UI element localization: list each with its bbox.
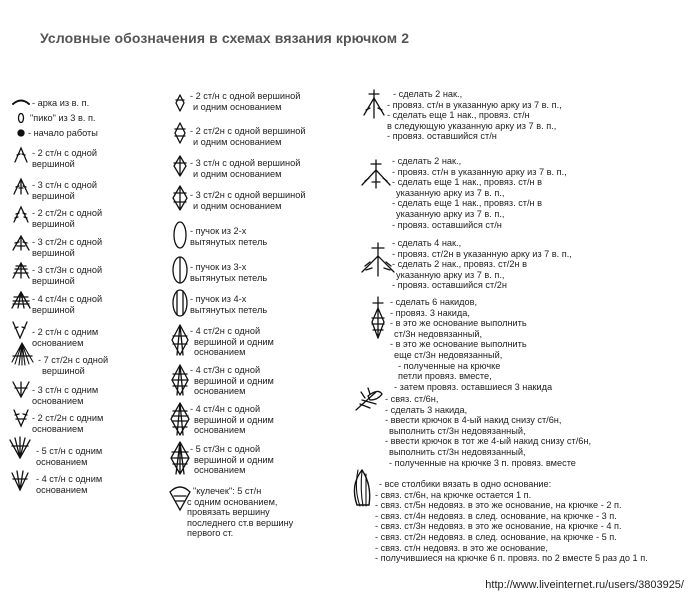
line: - провяз. оставшийся ст/н — [387, 131, 497, 142]
line: - связ. ст/3н недовяз. в это же основание, на крючке - 4 п. — [375, 521, 622, 532]
line: указанную арку из 7 в. п., — [396, 187, 505, 198]
seven-tr-top-icon — [12, 343, 33, 365]
legend-col3-item — [390, 297, 552, 392]
line: с одним основанием, — [187, 496, 278, 507]
legend-col2-item — [190, 404, 274, 436]
line: - сделать еще 1 нак., провяз. ст/н — [387, 110, 530, 121]
puff-three-icon — [173, 257, 187, 283]
legend-col1-item — [32, 98, 89, 109]
three-tr-top-icon — [13, 236, 29, 250]
line: вершиной и одним — [194, 336, 274, 347]
four-dc-base-icon — [12, 471, 28, 490]
line: основанием — [194, 386, 246, 397]
legend-col2-item — [190, 365, 274, 397]
legend-col1-item — [32, 327, 98, 348]
line: петли провяз. вместе, — [398, 371, 492, 382]
line: - провяз. ст/н в указанную арку из 7 в. п., — [387, 99, 562, 110]
line: вершиной и одним — [194, 375, 274, 386]
four-dtr-top-base-icon — [172, 365, 188, 395]
four-tr-top-base-icon — [172, 325, 188, 355]
line: основанием — [36, 484, 88, 495]
legend-col2-item — [190, 226, 267, 247]
picot-icon — [19, 114, 24, 123]
legend-col3-item — [392, 238, 572, 291]
line: - сделать еще 1 нак., провяз. ст/н в — [392, 198, 543, 209]
legend-col1-item — [32, 385, 98, 406]
cluster-three-icon-b — [362, 160, 390, 188]
line: вершиной — [32, 158, 75, 169]
legend-col1-item — [32, 237, 102, 258]
line: "пико" из 3 в. п. — [30, 113, 96, 123]
two-tr-base-icon — [14, 410, 28, 426]
line: - полученные на крючке — [398, 360, 501, 371]
four-trtr-top-base-icon — [171, 403, 189, 435]
line: - связ. ст/4н недовяз. в след. основание, на крючке - 3 п. — [375, 510, 617, 521]
legend-col3-item — [375, 479, 648, 564]
line: - связ. ст/5н недовяз. в это же основание, на крючке - 2 п. — [375, 500, 622, 511]
legend-col2-item — [190, 190, 305, 211]
line: - 3 ст/2н с одной вершиной — [190, 190, 306, 200]
cluster-dtr-icon — [372, 297, 384, 338]
line: вытянутых петель — [190, 304, 268, 315]
line: - ввести крючок в 4-ый накид снизу ст/6н, — [385, 415, 562, 426]
line: основанием — [32, 395, 84, 406]
line: - 4 ст/3н с одной — [190, 365, 261, 375]
line: - арка из в. п. — [32, 98, 90, 108]
line: основанием — [32, 337, 84, 348]
line: - 4 ст/2н с одной — [190, 326, 261, 336]
legend-col2-item — [190, 326, 274, 358]
line: - 3 ст/3н с одной — [32, 265, 103, 275]
line: - 4 ст/4н с одной — [190, 404, 261, 414]
arch-icon — [13, 101, 29, 105]
line: вытянутых петель — [190, 272, 268, 283]
two-tr-top-icon — [14, 207, 28, 222]
line: ст/3н недовязанный, — [394, 328, 483, 339]
line: основанием — [194, 347, 246, 358]
line: первого ст. — [187, 528, 234, 539]
line: - связ. ст/2н недовяз. в след. основание, на крючке - 5 п. — [375, 531, 617, 542]
line: - провяз. оставшийся ст/2н — [392, 280, 507, 291]
legend-col1-item — [30, 113, 96, 124]
line: основанием — [194, 465, 246, 476]
line: - 4 ст/4н с одной — [32, 294, 103, 304]
line: вершиной — [42, 365, 85, 376]
line: - связ. ст/6н, — [385, 394, 439, 404]
line: - в это же основание выполнить — [390, 339, 527, 350]
line: - сделать 3 накида, — [385, 404, 468, 415]
line: - 4 ст/н с одним — [36, 474, 103, 484]
line: - ввести крючок в тот же 4-ый накид снизу ст/6н, — [385, 436, 592, 447]
four-trtr-top-icon — [12, 292, 30, 308]
footer-url[interactable]: http://www.liveinternet.ru/users/3803925/ — [485, 579, 684, 591]
line: последнего ст.в вершину — [187, 517, 294, 528]
puff-two-icon — [174, 222, 186, 248]
legend-col3-item — [387, 89, 562, 142]
line: вершиной — [32, 275, 75, 286]
start-dot-icon — [18, 130, 24, 136]
line: - 2 ст/н с одной вершиной — [190, 91, 301, 101]
legend-col1-item — [28, 128, 98, 139]
legend-col1-item — [32, 265, 102, 286]
legend-col1-item — [32, 180, 97, 201]
line: вершиной и одним — [194, 414, 274, 425]
line: - полученные на крючке 3 п. провяз. вместе — [389, 457, 576, 468]
two-dc-base-icon — [13, 322, 27, 338]
line: провязать вершину — [187, 507, 270, 518]
three-dc-top-icon — [14, 179, 28, 194]
line: - 2 ст/н с одной — [32, 148, 97, 158]
line: - провяз. ст/н в указанную арку из 7 в. п., — [392, 166, 567, 177]
line: основанием — [194, 425, 246, 436]
two-dc-top-base-icon — [176, 95, 184, 111]
cluster-tr-icon — [362, 243, 394, 276]
line: и одним основанием — [193, 136, 282, 147]
legend-col2-item — [190, 294, 267, 315]
line: и одним основанием — [193, 168, 282, 179]
line: вершиной — [32, 247, 75, 258]
page-title: Условные обозначения в схемах вязания крючком 2 — [40, 30, 410, 46]
line: - пучок из 3-х — [190, 262, 247, 272]
line: - связ. ст/н недовяз. в это же основание, — [375, 542, 548, 553]
three-dtr-top-icon — [13, 263, 29, 278]
legend-col1-item — [32, 208, 102, 229]
line: - сделать 6 накидов, — [390, 297, 478, 307]
legend-col1-item — [32, 413, 103, 434]
legend-col2-item — [190, 126, 305, 147]
three-tr-top-base-icon — [173, 186, 187, 210]
legend-col1-item — [36, 446, 102, 467]
line: - 2 ст/2н с одной — [32, 208, 103, 218]
three-dc-base-icon — [13, 382, 29, 397]
line: - затем провяз. оставшиеся 3 накида — [394, 381, 553, 392]
line: - 7 ст/2н с одной — [38, 355, 109, 365]
line: - пучок из 2-х — [190, 226, 247, 236]
line: вершиной — [32, 304, 75, 315]
legend-col2-item — [190, 158, 300, 179]
line: еще ст/3н недовязанный, — [394, 349, 503, 360]
legend-col1-item — [32, 294, 102, 315]
line: основанием — [32, 423, 84, 434]
line: - 3 ст/н с одним — [32, 385, 99, 395]
line: "кулечек": 5 ст/н — [193, 486, 262, 496]
legend-col2-item — [190, 91, 300, 112]
line: - сделать 2 нак., — [393, 89, 463, 99]
line: и одним основанием — [193, 200, 282, 211]
line: - провяз. оставшийся ст/н — [392, 219, 502, 230]
puff-four-icon — [173, 290, 187, 316]
line: указанную арку из 7 в. п., — [396, 269, 505, 280]
line: в следующую указанную арку из 7 в. п., — [387, 120, 557, 131]
line: - в это же основание выполнить — [390, 318, 527, 329]
two-dc-top-icon — [15, 148, 27, 162]
two-tr-top-base-icon — [175, 123, 185, 143]
five-dc-base-icon — [10, 437, 30, 458]
line: - 3 ст/2н с одной — [32, 237, 103, 247]
line: выполнить ст/3н недовязанный, — [389, 425, 526, 436]
line: и одним основанием — [193, 101, 282, 112]
line: - связ. ст/6н, на крючке остается 1 п. — [375, 489, 532, 500]
legend-col1-item — [36, 474, 102, 495]
legend-col3-item — [392, 156, 567, 230]
line: - провяз. 3 накида, — [390, 307, 470, 318]
fan-cluster-icon — [354, 470, 369, 506]
cluster-three-icon-a — [364, 90, 384, 118]
line: - провяз. ст/2н в указанную арку из 7 в. п., — [392, 248, 572, 259]
line: - все столбики вязать в одно основание: — [379, 479, 552, 489]
line: - 2 ст/2н с одной вершиной — [190, 126, 306, 136]
line: - получившиеся на крючке 6 п. провяз. по 2 вместе 5 раз до 1 п. — [375, 553, 648, 564]
line: - 5 ст/н с одним — [36, 446, 103, 456]
legend-col2-item — [187, 486, 294, 539]
line: основанием — [36, 456, 88, 467]
line: вершиной — [32, 218, 75, 229]
line: - 5 ст/3н с одной — [190, 444, 261, 454]
line: - сделать 4 нак., — [392, 238, 462, 248]
line: выполнить ст/3н недовязанный, — [389, 446, 526, 457]
legend-col1-item — [38, 355, 108, 376]
line: - 3 ст/н с одной вершиной — [190, 158, 301, 168]
line: вершиной — [32, 190, 75, 201]
legend-col2-item — [190, 444, 274, 476]
line: - 2 ст/2н с одним — [32, 413, 104, 423]
line: - 2 ст/н с одним — [32, 327, 99, 337]
line: - сделать 2 нак., провяз. ст/2н в — [392, 259, 527, 270]
line: - начало работы — [28, 128, 98, 138]
legend-col2-item — [190, 262, 267, 283]
line: вытянутых петель — [190, 236, 268, 247]
line: - сделать 2 нак., — [392, 156, 462, 166]
line: - сделать еще 1 нак., провяз. ст/н в — [392, 177, 543, 188]
three-dc-top-base-icon — [174, 156, 186, 176]
line: - 3 ст/н с одной — [32, 180, 97, 190]
line: вершиной и одним — [194, 454, 274, 465]
legend-col3-item — [385, 394, 591, 468]
line: - пучок из 4-х — [190, 294, 247, 304]
five-dtr-top-base-icon — [171, 442, 189, 474]
branch-cluster-icon — [356, 388, 382, 410]
line: указанную арку из 7 в. п., — [396, 208, 505, 219]
legend-col1-item — [32, 148, 97, 169]
